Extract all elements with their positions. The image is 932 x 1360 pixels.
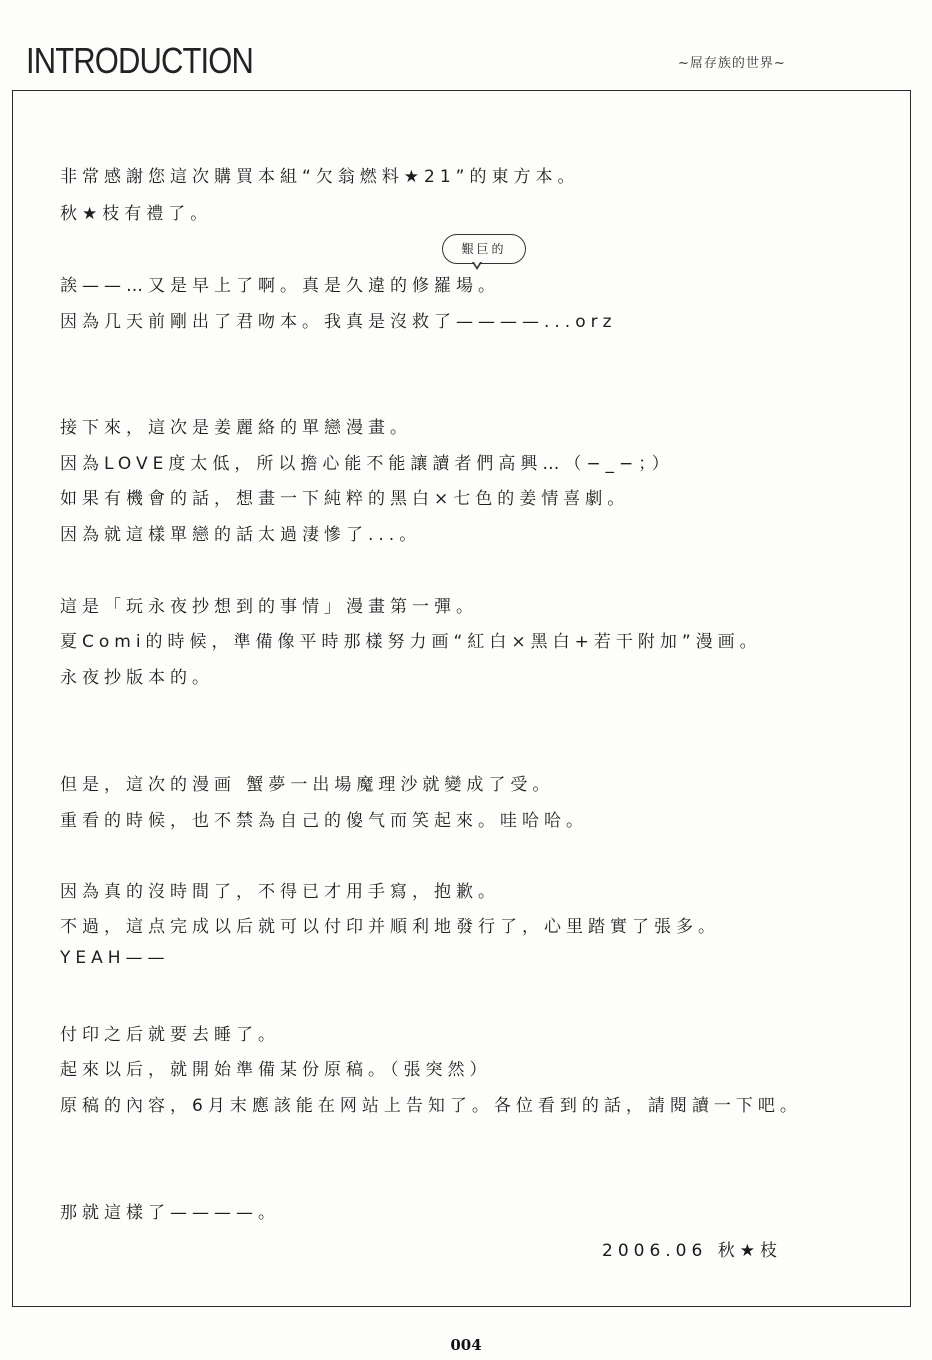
text-line: YEAH—— — [60, 948, 170, 968]
text-line: 永夜抄版本的。 — [60, 668, 214, 688]
text-line: 因為真的沒時間了，不得已才用手寫，抱歉。 — [60, 882, 500, 902]
text-line: 這是「玩永夜抄想到的事情」漫畫第一彈。 — [60, 597, 478, 617]
text-line: 重看的時候，也不禁為自己的傻气而笑起來。哇哈哈。 — [60, 811, 588, 831]
bubble-tail-inner — [474, 262, 480, 267]
text-line: 因為LOVE度太低，所以擔心能不能讓讀者們高興…（−_−；） — [60, 454, 674, 474]
text-line: 付印之后就要去睡了。 — [60, 1025, 280, 1045]
annotation-bubble: 艱巨的 — [442, 234, 526, 264]
page-title: INTRODUCTION — [26, 40, 254, 81]
text-line: 如果有機會的話，想畫一下純粹的黑白×七色的姜情喜劇。 — [60, 489, 630, 509]
text-line: 那就這樣了————。 — [60, 1203, 280, 1223]
text-line: 不過，這点完成以后就可以付印并順利地發行了，心里踏實了張多。 — [60, 917, 720, 937]
page-number: 004 — [450, 1336, 482, 1354]
text-line: 因為几天前剛出了君吻本。我真是沒救了————...orz — [60, 312, 617, 332]
signature: 2006.06 秋★枝 — [602, 1241, 782, 1261]
text-line: 秋★枝有禮了。 — [60, 204, 213, 224]
text-line: 因為就這樣單戀的話太過淒慘了...。 — [60, 525, 422, 545]
page-subtitle: ~屌存族的世界~ — [678, 56, 786, 71]
text-line: 非常感謝您這次購買本組“欠翁燃料★21”的東方本。 — [60, 167, 580, 187]
text-line: 原稿的內容，6月末應該能在网站上告知了。各位看到的話，請閱讀一下吧。 — [60, 1096, 802, 1116]
text-line: 起來以后，就開始準備某份原稿。（張突然） — [60, 1060, 492, 1080]
text-line: 但是，這次的漫画 蟹夢一出場魔理沙就變成了受。 — [60, 775, 555, 795]
text-line: 接下來，這次是姜麗絡的單戀漫畫。 — [60, 418, 412, 438]
text-line: 夏Comi的時候，準備像平時那樣努力画“紅白×黑白+若干附加”漫画。 — [60, 632, 762, 652]
text-line: 誒——…又是早上了啊。真是久違的修羅場。 — [60, 276, 500, 296]
